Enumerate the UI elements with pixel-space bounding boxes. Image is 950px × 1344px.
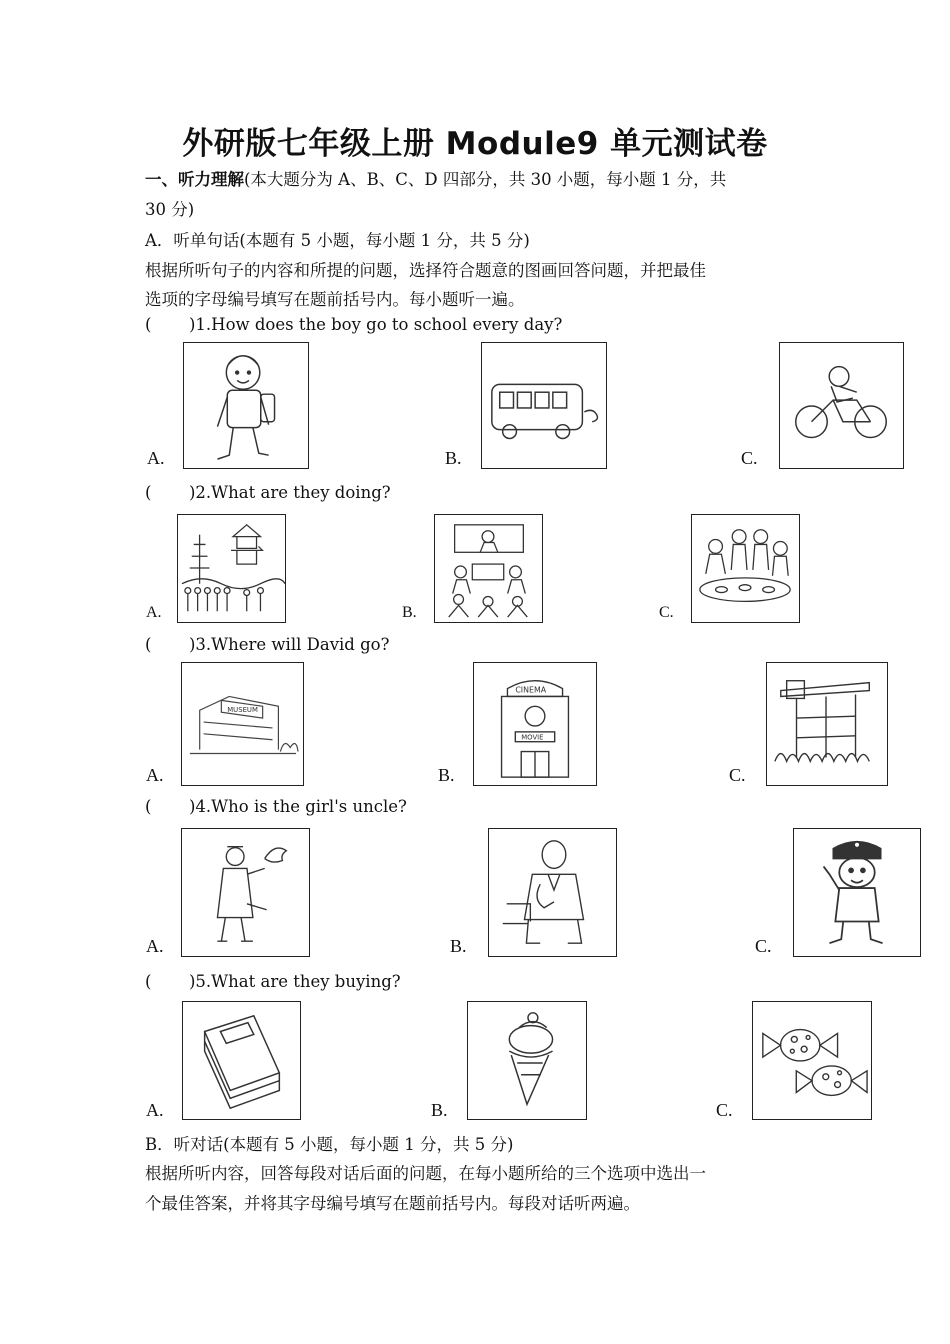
partB-instruction-1: 根据所听内容，回答每段对话后面的问题，在每小题所给的三个选项中选出一 <box>145 1164 706 1183</box>
answer-paren[interactable]: ( <box>145 972 152 991</box>
option-label-b: B. <box>402 604 417 621</box>
question-text: )1.How does the boy go to school every day? <box>189 315 563 334</box>
partA-instruction-1: 根据所听句子的内容和所提的问题，选择符合题意的图画回答问题，并把最佳 <box>145 261 706 280</box>
option-label-b: B. <box>431 1100 448 1120</box>
picture-doctor[interactable] <box>488 828 617 957</box>
answer-paren[interactable]: ( <box>145 315 152 334</box>
movie-sign: MOVIE <box>521 733 544 742</box>
question-1 <box>145 315 562 334</box>
question-3 <box>145 635 389 654</box>
section1-desc-cont: 30 分) <box>145 200 195 219</box>
partA-title: A．听单句话(本题有 5 小题，每小题 1 分，共 5 分) <box>145 231 530 250</box>
picture-books[interactable] <box>182 1001 301 1120</box>
museum-sign: MUSEUM <box>227 706 258 715</box>
cinema-sign: CINEMA <box>515 685 547 695</box>
option-label-a: A. <box>147 448 165 468</box>
option-label-a: A. <box>146 604 162 621</box>
picture-museum[interactable] <box>181 662 304 786</box>
option-label-a: A. <box>146 765 164 785</box>
partB-instruction-2: 个最佳答案，并将其字母编号填写在题前括号内。每段对话听两遍。 <box>145 1194 640 1213</box>
picture-policeman[interactable] <box>793 828 921 957</box>
picture-people-in-meeting[interactable] <box>434 514 543 623</box>
picture-magician[interactable] <box>181 828 310 957</box>
picture-ice-cream[interactable] <box>467 1001 587 1120</box>
partB-title: B．听对话(本题有 5 小题，每小题 1 分，共 5 分) <box>145 1135 514 1154</box>
option-label-b: B. <box>445 448 462 468</box>
picture-boy-riding-bike[interactable] <box>779 342 904 469</box>
picture-candies[interactable] <box>752 1001 872 1120</box>
option-label-a: A. <box>146 936 164 956</box>
option-label-b: B. <box>438 765 455 785</box>
question-text: )2.What are they doing? <box>189 483 391 502</box>
answer-paren[interactable]: ( <box>145 483 152 502</box>
picture-school-building[interactable] <box>766 662 888 786</box>
picture-people-at-pagoda[interactable] <box>177 514 286 623</box>
option-label-c: C. <box>741 448 758 468</box>
section1-heading: 一、听力理解 <box>145 170 244 189</box>
option-label-c: C. <box>755 936 772 956</box>
question-text: )4.Who is the girl's uncle? <box>189 797 407 816</box>
option-label-b: B. <box>450 936 467 956</box>
question-text: )5.What are they buying? <box>189 972 401 991</box>
question-text: )3.Where will David go? <box>189 635 390 654</box>
section1-line1 <box>145 166 726 190</box>
option-label-c: C. <box>729 765 746 785</box>
picture-bus[interactable] <box>481 342 607 469</box>
picture-cinema[interactable] <box>473 662 597 786</box>
option-label-a: A. <box>146 1100 164 1120</box>
section1-desc: (本大题分为 A、B、C、D 四部分，共 30 小题，每小题 1 分，共 <box>244 170 727 189</box>
option-label-c: C. <box>659 604 674 621</box>
question-4 <box>145 797 407 816</box>
partA-instruction-2: 选项的字母编号填写在题前括号内。每小题听一遍。 <box>145 290 525 309</box>
answer-paren[interactable]: ( <box>145 797 152 816</box>
option-label-c: C. <box>716 1100 733 1120</box>
question-5 <box>145 972 401 991</box>
picture-boy-walking[interactable] <box>183 342 309 469</box>
page-title: 外研版七年级上册 Module9 单元测试卷 <box>182 126 768 162</box>
picture-family-eating[interactable] <box>691 514 800 623</box>
question-2 <box>145 483 391 502</box>
answer-paren[interactable]: ( <box>145 635 152 654</box>
